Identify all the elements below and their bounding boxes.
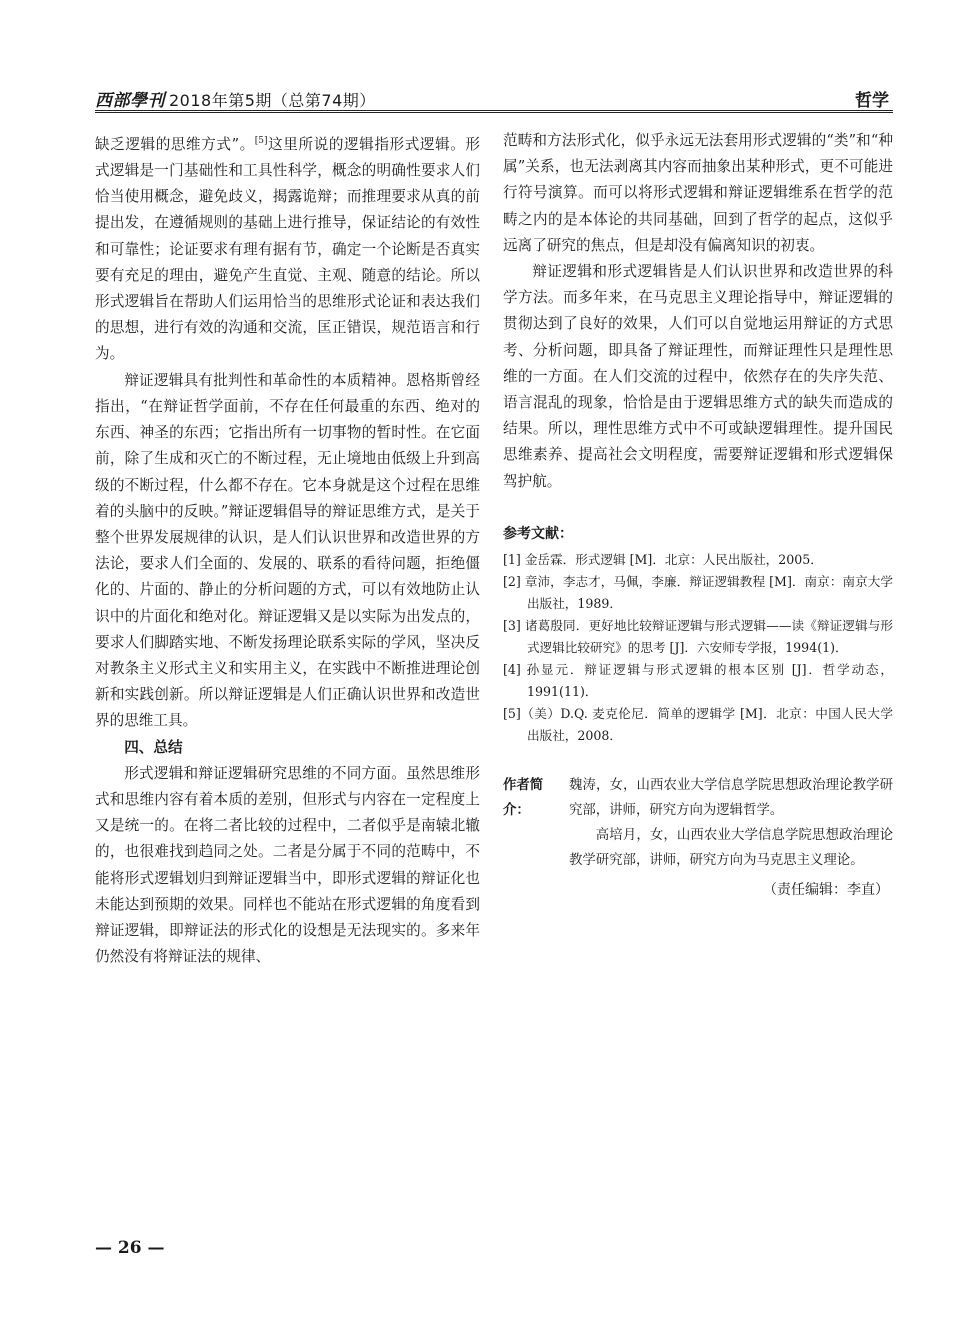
paragraph: 范畴和方法形式化，似乎永远无法套用形式逻辑的“类”和“种属”关系，也无法剥离其内容而抽象出某种形式，更不可能进行符号演算。而可以将形式逻辑和辩证逻辑维系在哲学的范畴之内的是本体论的共同基础，回到了哲学的起点，这似乎远离了研究的焦点，但是却没有偏离知识的初衷。 [503,132,893,254]
reference-item: [5]（美）D.Q. 麦克伦尼．简单的逻辑学 [M]．北京：中国人民大学出版社，2008． [503,705,893,743]
section-heading: 四、总结 [124,738,183,756]
references-title: 参考文献： [503,525,573,542]
reference-item: [4] 孙显元．辩证逻辑与形式逻辑的根本区别 [J]．哲学动态，1991(11)． [503,661,893,699]
header-rule [95,110,893,115]
section-label: 哲学 [855,91,889,111]
journal-name: 西部學刊 [95,91,165,111]
paragraph-text: 这里所说的逻辑指形式逻辑。形式逻辑是一门基础性和工具性科学，概念的明确性要求人们恰当使用概念，避免歧义，揭露诡辩；而推理要求从真的前提出发，在遵循规则的基础上进行推导，保证结论的有效性和可靠性；论证要求有理有据有节，确定一个论断是否真实要有充足的理由，避免产生直觉、主观、随意的结论。所以形式逻辑旨在帮助人们运用恰当的思维形式论证和表达我们的思想，进行有效的沟通和交流，匡正错误，规范语言和行为。 [95,135,480,363]
author-bio-label: 作者简介： [503,777,544,818]
author-bio-1: 魏涛，女，山西农业大学信息学院思想政治理论教学研究部，讲师，研究方向为逻辑哲学。 [569,777,893,818]
page-number: — 26 — [95,1238,165,1258]
quote-end: 缺乏逻辑的思维方式”。 [95,135,255,153]
reference-item: [1] 金岳霖．形式逻辑 [M]．北京：人民出版社，2005． [503,551,823,567]
paragraph [95,128,480,368]
reference-item: [2] 章沛，李志才，马佩，李廉．辩证逻辑教程 [M]．南京：南京大学出版社，1989． [503,573,893,611]
paragraph: 辩证逻辑具有批判性和革命性的本质精神。恩格斯曾经指出，“在辩证哲学面前，不存在任何最重的东西、绝对的东西、神圣的东西；它指出所有一切事物的暂时性。在它面前，除了生成和灭亡的不断过程，无止境地由低级上升到高级的不断过程，什么都不存在。它本身就是这个过程在思维着的头脑中的反映。”辩证逻辑倡导的辩证思维方式，是关于整个世界发展规律的认识，是人们认识世界和改造世界的方法论，要求人们全面的、发展的、联系的看待问题，拒绝僵化的、片面的、静止的分析问题的方式，可以有效地防止认识中的片面化和绝对化。辩证逻辑又是以实际为出发点的，要求人们脚踏实地、不断发扬理论联系实际的学风，坚决反对教条主义形式主义和实用主义，在实践中不断推进理论创新和实践创新。所以辩证逻辑是人们正确认识世界和改造世界的思维工具。 [95,371,480,730]
citation-marker: [5] [254,136,268,146]
paragraph: 辩证逻辑和形式逻辑皆是人们认识世界和改造世界的科学方法。而多年来，在马克思主义理论指导中，辩证逻辑的贯彻达到了良好的效果，人们可以自觉地运用辩证的方式思考、分析问题，即具备了辩证理性，而辩证理性只是理性思维的一方面。在人们交流的过程中，依然存在的失序失范、语言混乱的现象，恰恰是由于逻辑思维方式的缺失而造成的结果。所以，理性思维方式中不可或缺逻辑理性。提升国民思维素养、提高社会文明程度，需要辩证逻辑和形式逻辑保驾护航。 [503,263,893,490]
author-bio [503,773,893,873]
author-bio-2: 高培月，女，山西农业大学信息学院思想政治理论教学研究部，讲师，研究方向为马克思主义理论。 [569,827,893,868]
paragraph: 形式逻辑和辩证逻辑研究思维的不同方面。虽然思维形式和思维内容有着本质的差别，但形式与内容在一定程度上又是统一的。在将二者比较的过程中，二者似乎是南辕北辙的，也很难找到趋同之处。二者是分属于不同的范畴中，不能将形式逻辑划归到辩证逻辑当中，即形式逻辑的辩证化也未能达到预期的效果。同样也不能站在形式逻辑的角度看到辩证逻辑，即辩证法的形式化的设想是无法现实的。多来年仍然没有将辩证法的规律、 [95,764,480,966]
header-left [95,86,376,111]
left-column [95,128,480,970]
reference-item: [3] 诸葛殷同．更好地比较辩证逻辑与形式逻辑——读《辩证逻辑与形式逻辑比较研究》的思考 [J]．六安师专学报，1994(1)． [503,617,893,655]
page-header [95,84,893,114]
responsible-editor: （责任编辑：李直） [763,881,889,898]
right-column [503,128,893,899]
issue-info: 2018年第5期（总第74期） [169,91,376,110]
